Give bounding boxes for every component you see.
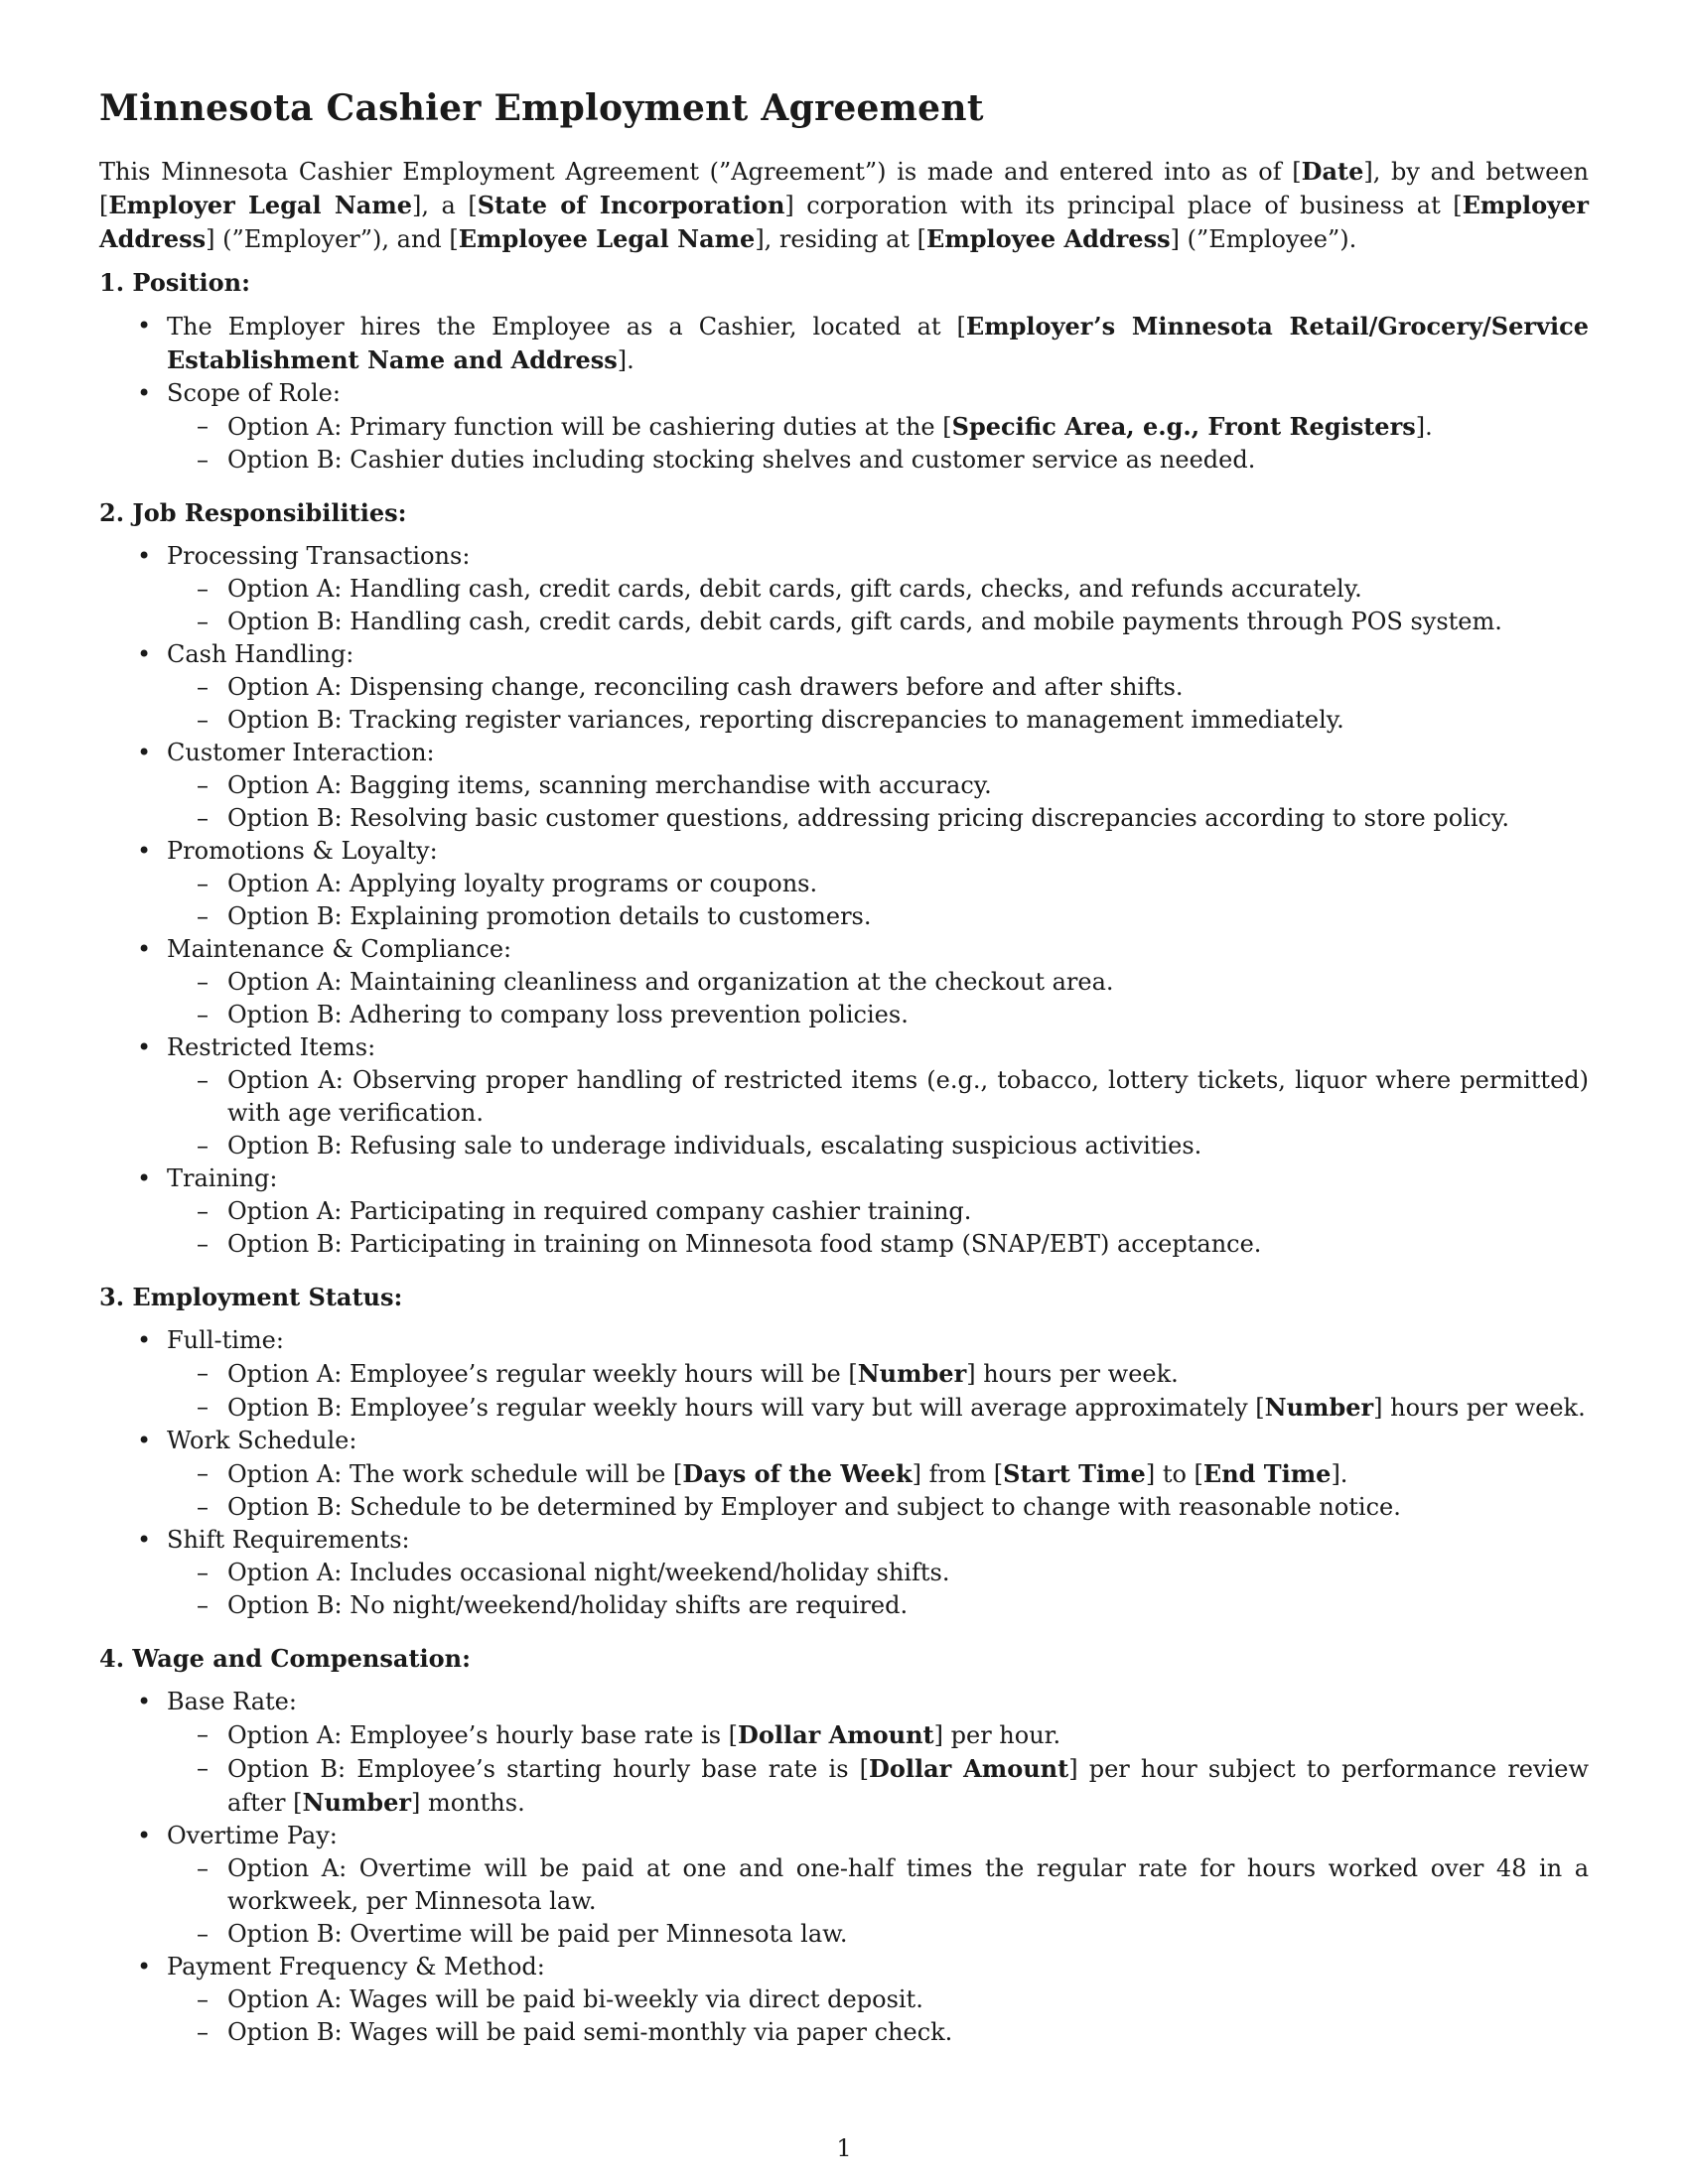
option-b xyxy=(167,1391,1589,1425)
item-label: Payment Frequency & Method: xyxy=(167,1953,545,1980)
option-b: – Option B: Tracking register variances, reporting discrepancies to management immediately. xyxy=(167,704,1589,737)
list-item xyxy=(99,737,1589,835)
option-b: – Option B: Handling cash, credit cards, debit cards, gift cards, and mobile payments through POS system. xyxy=(167,606,1589,638)
option-b: – Option B: Resolving basic customer questions, addressing pricing discrepancies according to store policy. xyxy=(167,802,1589,835)
option-text: Option B: Employee’s starting hourly base rate is [ xyxy=(227,1755,870,1783)
list-item xyxy=(99,540,1589,638)
section-job-responsibilities xyxy=(99,496,1589,1261)
option-text: ] from [ xyxy=(912,1460,1004,1488)
item-text: The Employer hires the Employee as a Cashier, located at [ xyxy=(167,313,966,341)
item-label: Restricted Items: xyxy=(167,1033,376,1061)
placeholder-days: Days of the Week xyxy=(682,1459,913,1488)
list-item xyxy=(99,933,1589,1031)
item-label: Full-time: xyxy=(167,1326,284,1354)
intro-text: ] (”Employee”). xyxy=(1170,225,1357,253)
list-item xyxy=(99,1425,1589,1524)
list-item xyxy=(99,377,1589,477)
placeholder-employer-name: Employer Legal Name xyxy=(108,191,413,219)
option-b: – Option B: No night/weekend/holiday shifts are required. xyxy=(167,1589,1589,1622)
option-a: – Option A: Wages will be paid bi-weekly via direct deposit. xyxy=(167,1983,1589,2016)
option-a xyxy=(167,1357,1589,1391)
list-item xyxy=(99,1524,1589,1622)
section-heading: 1. Position: xyxy=(99,268,250,297)
option-text: ] hours per week. xyxy=(1373,1394,1586,1422)
intro-paragraph xyxy=(99,155,1589,256)
list-item xyxy=(99,1162,1589,1261)
placeholder-dollar-amount: Dollar Amount xyxy=(738,1720,934,1749)
placeholder-number: Number xyxy=(1264,1393,1374,1422)
option-a: – Option A: Includes occasional night/weekend/holiday shifts. xyxy=(167,1557,1589,1589)
section-heading: 4. Wage and Compensation: xyxy=(99,1644,471,1673)
item-label: Base Rate: xyxy=(167,1688,297,1715)
list-item xyxy=(99,1951,1589,2049)
option-a: – Option A: Handling cash, credit cards, debit cards, gift cards, checks, and refunds accurately. xyxy=(167,573,1589,606)
placeholder-date: Date xyxy=(1301,157,1364,186)
placeholder-number: Number xyxy=(857,1359,967,1388)
item-label: Promotions & Loyalty: xyxy=(167,837,438,865)
item-label: Shift Requirements: xyxy=(167,1526,410,1554)
placeholder-employee-name: Employee Legal Name xyxy=(458,224,756,253)
list-item xyxy=(99,1686,1589,1820)
option-b xyxy=(167,1752,1589,1820)
option-text: Option A: Employee’s hourly base rate is [ xyxy=(227,1721,739,1749)
list-item xyxy=(99,1324,1589,1425)
item-text: ]. xyxy=(617,346,634,374)
option-b: – Option B: Overtime will be paid per Minnesota law. xyxy=(167,1918,1589,1951)
document-title: Minnesota Cashier Employment Agreement xyxy=(99,87,984,129)
placeholder-state: State of Incorporation xyxy=(477,191,785,219)
item-label: Maintenance & Compliance: xyxy=(167,935,512,963)
intro-text: ], a [ xyxy=(412,192,478,219)
option-a xyxy=(167,1457,1589,1491)
option-text: ] hours per week. xyxy=(966,1360,1179,1388)
placeholder-end-time: End Time xyxy=(1202,1459,1332,1488)
placeholder-employee-address: Employee Address xyxy=(926,224,1171,253)
option-b: – Option B: Cashier duties including stocking shelves and customer service as needed. xyxy=(167,444,1589,477)
document-page xyxy=(99,87,1589,2049)
option-text: ] per hour. xyxy=(933,1721,1061,1749)
option-a xyxy=(167,1718,1589,1752)
option-a: – Option A: Dispensing change, reconciling cash drawers before and after shifts. xyxy=(167,671,1589,704)
option-a: – Option A: Observing proper handling of restricted items (e.g., tobacco, lottery tickets, liquor where permitted) with age verification. xyxy=(167,1064,1589,1130)
item-label: Customer Interaction: xyxy=(167,739,435,766)
list-item xyxy=(99,1820,1589,1951)
option-text: Option A: The work schedule will be [ xyxy=(227,1460,683,1488)
option-b: – Option B: Wages will be paid semi-monthly via paper check. xyxy=(167,2016,1589,2049)
intro-text: This Minnesota Cashier Employment Agreement (”Agreement”) is made and entered into as of [ xyxy=(99,158,1302,186)
option-a: – Option A: Participating in required company cashier training. xyxy=(167,1195,1589,1228)
option-text: ] to [ xyxy=(1145,1460,1203,1488)
option-text: Option B: Employee’s regular weekly hours will vary but will average approximately [ xyxy=(227,1394,1265,1422)
item-label: Scope of Role: xyxy=(167,379,341,407)
section-heading: 2. Job Responsibilities: xyxy=(99,498,407,527)
placeholder-number: Number xyxy=(302,1788,411,1817)
section-wage-compensation xyxy=(99,1642,1589,2049)
list-item xyxy=(99,638,1589,737)
page-number: 1 xyxy=(836,2134,852,2162)
intro-text: ], residing at [ xyxy=(755,225,927,253)
option-a: – Option A: Applying loyalty programs or coupons. xyxy=(167,868,1589,900)
option-a: – Option A: Maintaining cleanliness and organization at the checkout area. xyxy=(167,966,1589,999)
section-employment-status xyxy=(99,1281,1589,1622)
option-b: – Option B: Refusing sale to underage individuals, escalating suspicious activities. xyxy=(167,1130,1589,1162)
list-item xyxy=(99,310,1589,377)
option-b: – Option B: Adhering to company loss prevention policies. xyxy=(167,999,1589,1031)
placeholder-start-time: Start Time xyxy=(1003,1459,1146,1488)
option-text: Option A: Primary function will be cashiering duties at the [ xyxy=(227,413,952,441)
option-a xyxy=(167,410,1589,444)
placeholder-area: Specific Area, e.g., Front Registers xyxy=(951,412,1416,441)
option-b: – Option B: Schedule to be determined by Employer and subject to change with reasonable notice. xyxy=(167,1491,1589,1524)
option-text: ] months. xyxy=(411,1789,525,1817)
item-label: Training: xyxy=(167,1164,278,1192)
option-text: Option A: Employee’s regular weekly hours will be [ xyxy=(227,1360,858,1388)
item-label: Overtime Pay: xyxy=(167,1822,338,1849)
option-a: – Option A: Bagging items, scanning merchandise with accuracy. xyxy=(167,769,1589,802)
list-item xyxy=(99,1031,1589,1162)
option-a: – Option A: Overtime will be paid at one and one-half times the regular rate for hours worked over 48 in a workweek, per Minnesota law. xyxy=(167,1852,1589,1918)
option-text: ]. xyxy=(1415,413,1433,441)
section-heading: 3. Employment Status: xyxy=(99,1283,403,1311)
placeholder-dollar-amount: Dollar Amount xyxy=(869,1754,1069,1783)
item-label: Processing Transactions: xyxy=(167,542,471,570)
list-item xyxy=(99,835,1589,933)
option-b: – Option B: Participating in training on Minnesota food stamp (SNAP/EBT) acceptance. xyxy=(167,1228,1589,1261)
intro-text: ] (”Employer”), and [ xyxy=(206,225,459,253)
item-label: Cash Handling: xyxy=(167,640,354,668)
option-text: ] per hour subject to performance review after [ xyxy=(227,1755,1589,1817)
placeholder-employer-address: Employer Address xyxy=(99,191,1590,253)
placeholder-establishment: Employer’s Minnesota Retail/Grocery/Service Establishment Name and Address xyxy=(167,312,1589,374)
option-text: ]. xyxy=(1331,1460,1348,1488)
section-position xyxy=(99,266,1589,477)
option-b: – Option B: Explaining promotion details to customers. xyxy=(167,900,1589,933)
item-label: Work Schedule: xyxy=(167,1427,357,1454)
intro-text: ], by and between [ xyxy=(99,158,1590,219)
intro-text: ] corporation with its principal place of business at [ xyxy=(784,192,1463,219)
